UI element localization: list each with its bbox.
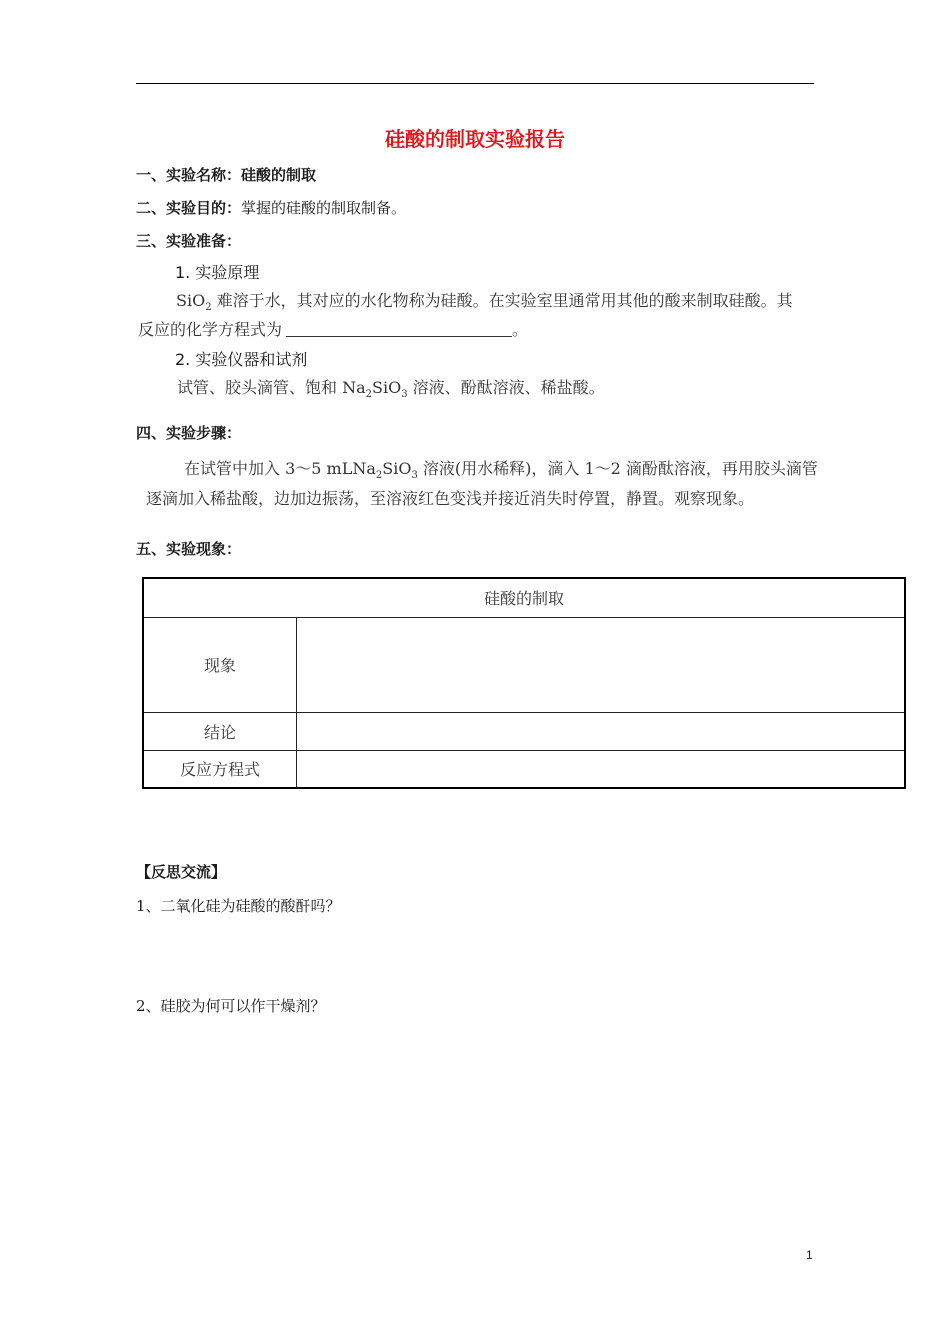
equation-cell[interactable] bbox=[297, 750, 906, 788]
page-number: 1 bbox=[806, 1248, 813, 1262]
question-2: 2、硅胶为何可以作干燥剂？ bbox=[136, 997, 326, 1015]
document-title: 硅酸的制取实验报告 bbox=[385, 127, 565, 151]
observation-table bbox=[142, 577, 906, 789]
experiment-purpose: 掌握的硅酸的制取制备。 bbox=[241, 199, 407, 217]
principle-line-2: 反应的化学方程式为 。 bbox=[138, 320, 529, 339]
reflection-label: 【反思交流】 bbox=[136, 863, 227, 881]
section-2-label: 二、实验目的： bbox=[136, 199, 242, 217]
row-label-conclusion: 结论 bbox=[143, 712, 297, 750]
section-1 bbox=[136, 164, 316, 185]
section-2 bbox=[136, 197, 406, 218]
row-label-equation: 反应方程式 bbox=[143, 750, 297, 788]
row-label-phenomenon: 现象 bbox=[143, 617, 297, 712]
question-1: 1、二氧化硅为硅酸的酸酐吗？ bbox=[136, 897, 341, 915]
section-1-label: 一、实验名称： bbox=[136, 166, 242, 184]
principle-line-1: SiO$_2$ 难溶于水，其对应的水化物称为硅酸。在实验室里通常用其他的酸来制取硅酸。其 bbox=[176, 291, 793, 314]
section-5-label: 五、实验现象： bbox=[136, 540, 242, 558]
section-3-label: 三、实验准备： bbox=[136, 232, 242, 250]
section-4-label: 四、实验步骤： bbox=[136, 424, 242, 442]
header-rule bbox=[136, 83, 814, 84]
experiment-name: 硅酸的制取 bbox=[241, 166, 317, 184]
principle-heading: 1. 实验原理 bbox=[175, 263, 260, 282]
reagents-list: 试管、胶头滴管、饱和 $Na_2SiO_3$ 溶液、酚酞溶液、稀盐酸。 bbox=[177, 378, 605, 401]
conclusion-cell[interactable] bbox=[297, 712, 906, 750]
sio2-formula: SiO$_2$ bbox=[176, 291, 212, 314]
table-header: 硅酸的制取 bbox=[143, 578, 905, 617]
steps-line-1: 在试管中加入 3～5 mLNa$_2$SiO$_3$ 溶液(用水稀释)，滴入 1～2 滴酚酞溶液，再用胶头滴管 bbox=[184, 459, 818, 482]
steps-line-2: 逐滴加入稀盐酸，边加边振荡，至溶液红色变浅并接近消失时停置，静置。观察现象。 bbox=[146, 489, 755, 508]
equation-blank[interactable] bbox=[286, 322, 512, 337]
phenomenon-cell[interactable] bbox=[297, 617, 906, 712]
reagents-heading: 2. 实验仪器和试剂 bbox=[175, 350, 308, 369]
